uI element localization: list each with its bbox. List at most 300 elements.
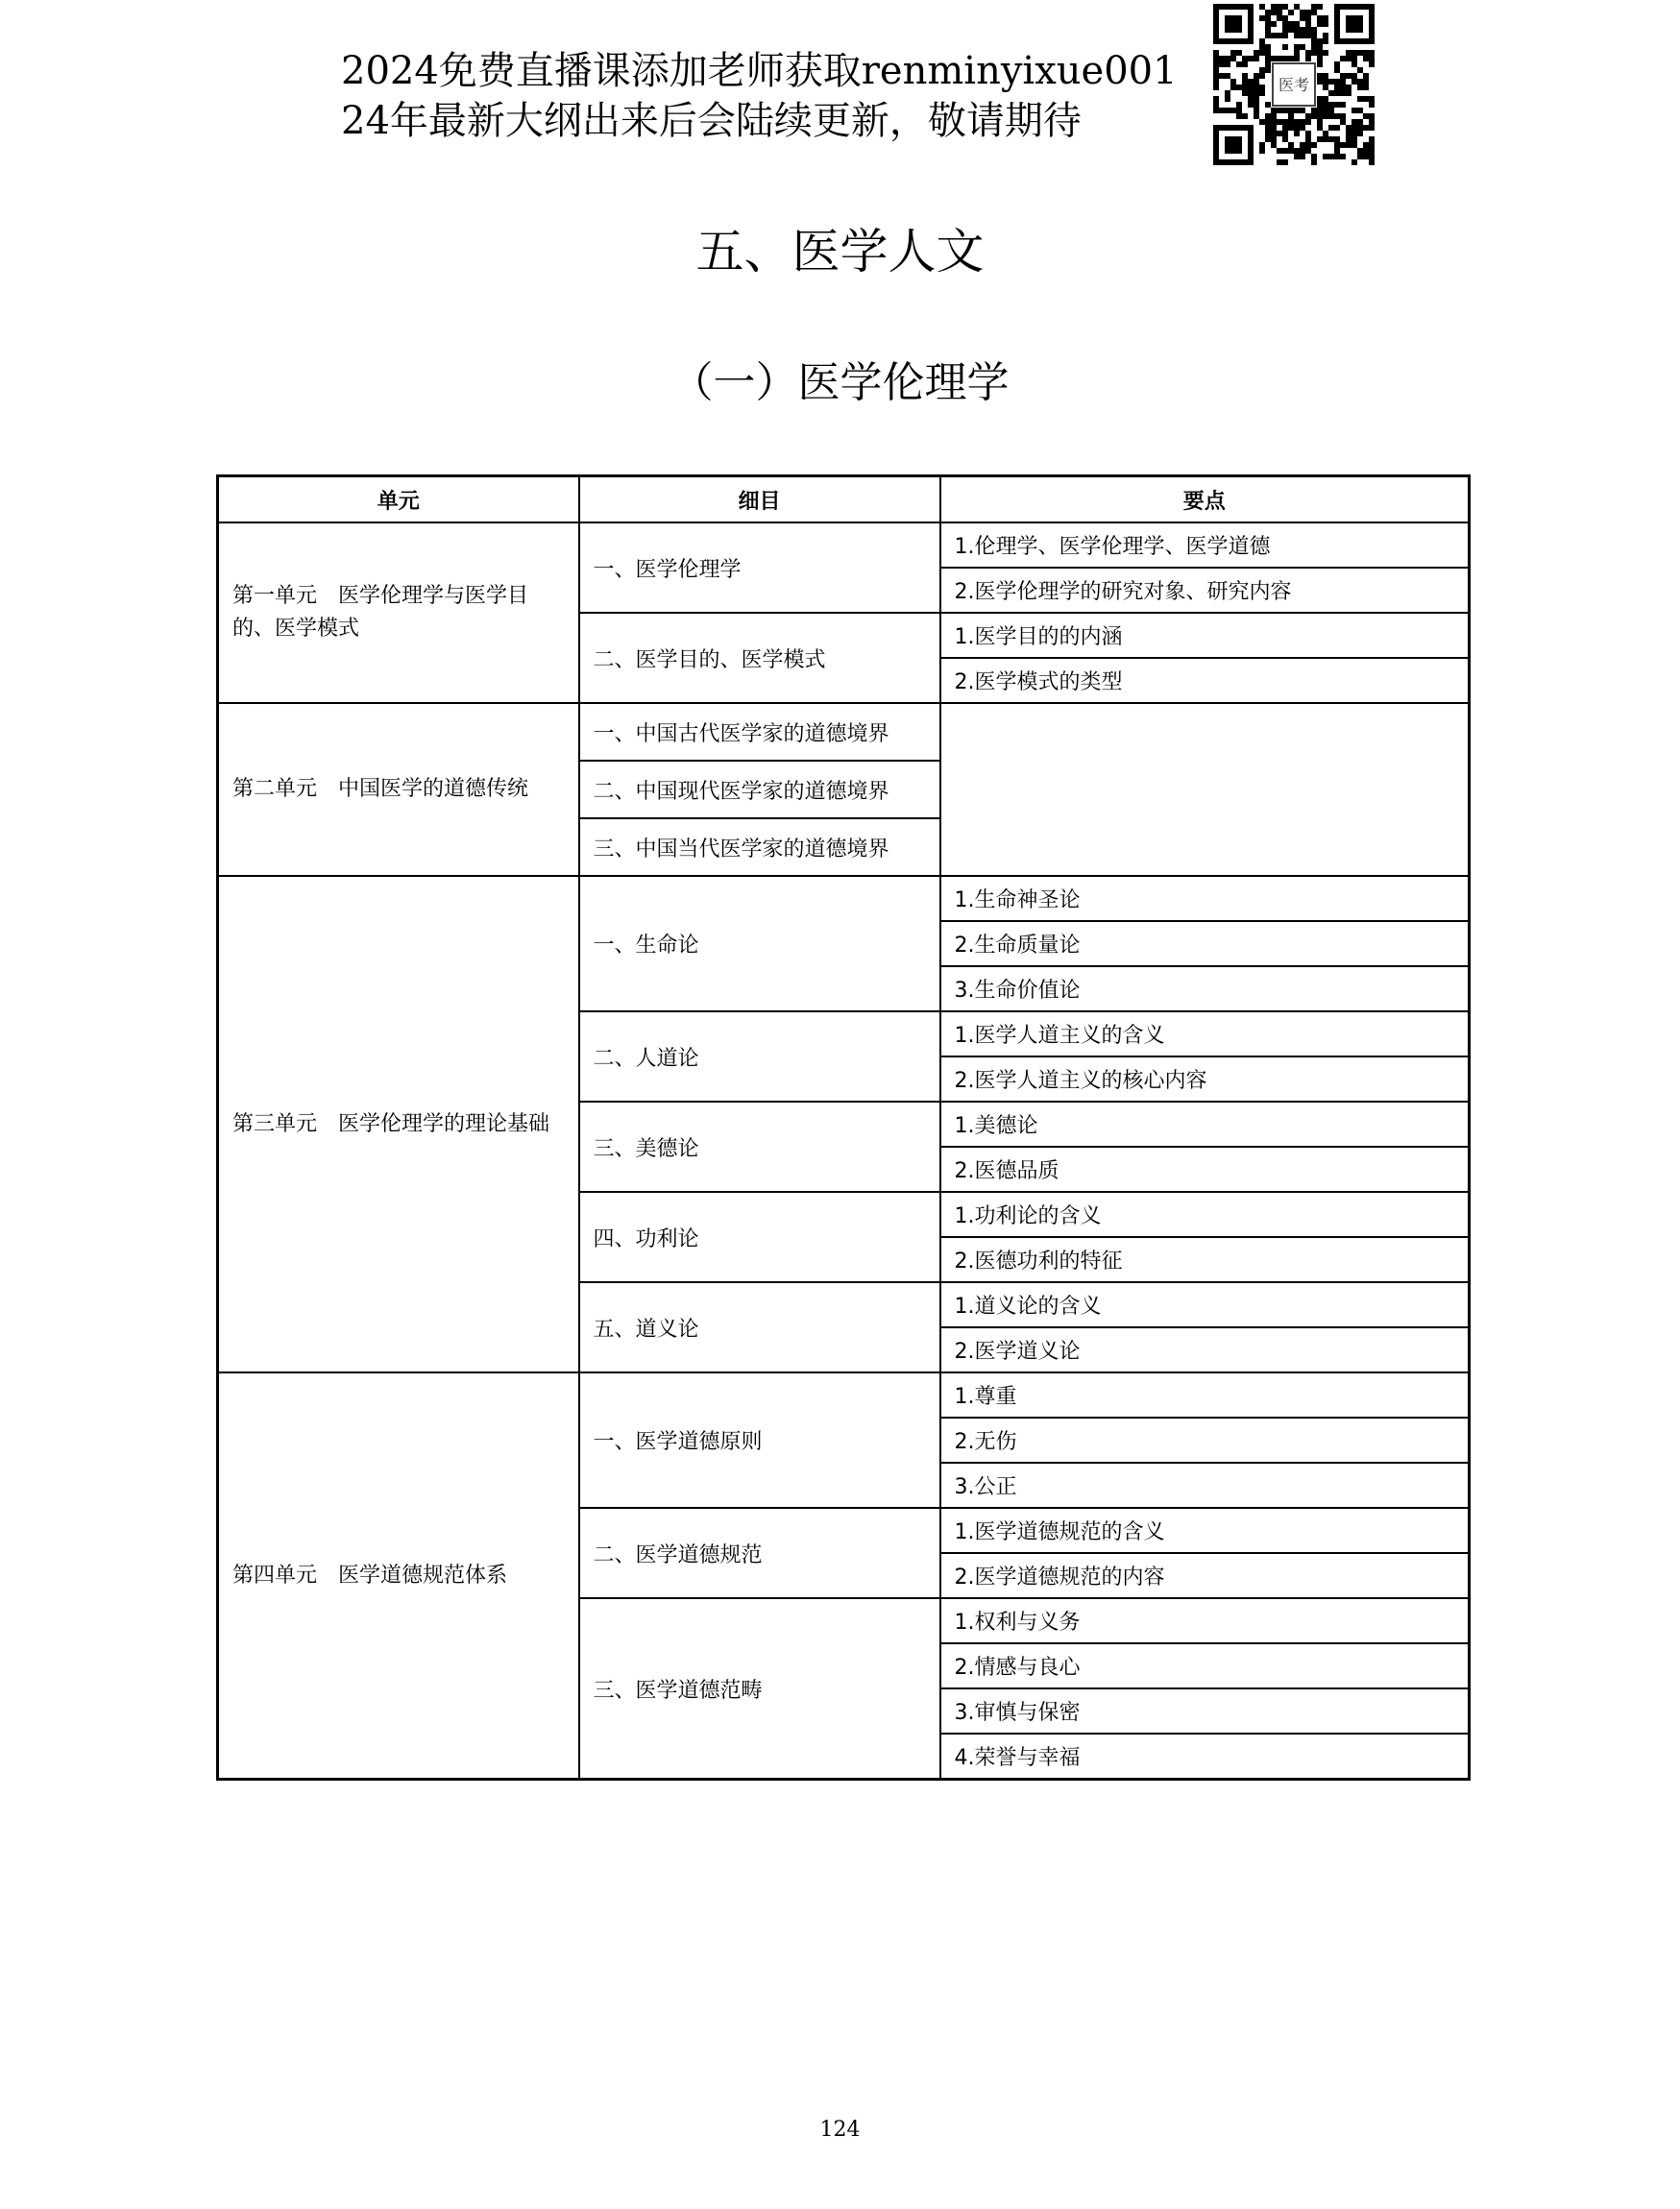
qr-module [1277, 159, 1282, 165]
qr-module [1369, 159, 1375, 165]
qr-module [1300, 119, 1305, 125]
qr-module [1213, 61, 1219, 67]
qr-module [1236, 61, 1242, 67]
promo-line-1: 2024免费直播课添加老师获取renminyixue001 [341, 49, 1178, 93]
qr-module [1334, 79, 1340, 85]
point-cell: 2.医学人道主义的核心内容 [940, 1056, 1470, 1102]
item-cell: 五、道义论 [579, 1282, 940, 1372]
unit-cell: 第二单元 中国医学的道德传统 [218, 703, 579, 876]
qr-module [1294, 56, 1300, 61]
qr-module [1323, 33, 1328, 38]
qr-module [1357, 96, 1363, 102]
qr-module [1271, 119, 1277, 125]
qr-module [1271, 142, 1277, 148]
unit-cell: 第四单元 医学道德规范体系 [218, 1372, 579, 1780]
qr-module [1259, 50, 1265, 56]
qr-logo-text: 医考 [1278, 76, 1310, 94]
qr-module [1317, 96, 1323, 102]
qr-module [1271, 131, 1277, 136]
qr-module [1317, 108, 1323, 113]
qr-module [1334, 125, 1340, 131]
qr-module [1311, 159, 1317, 165]
qr-module [1248, 90, 1254, 96]
qr-module [1305, 10, 1311, 15]
qr-module [1271, 4, 1277, 10]
qr-module [1242, 85, 1248, 90]
qr-module [1277, 4, 1282, 10]
qr-module [1230, 108, 1236, 113]
point-cell: 2.无伤 [940, 1418, 1470, 1463]
qr-module [1317, 125, 1323, 131]
qr-module [1317, 61, 1323, 67]
qr-module [1288, 10, 1294, 15]
point-cell: 3.审慎与保密 [940, 1688, 1470, 1734]
qr-module [1305, 56, 1311, 61]
qr-module [1265, 136, 1271, 142]
qr-module [1259, 38, 1265, 44]
qr-module [1259, 148, 1265, 154]
qr-module [1305, 113, 1311, 119]
qr-module [1213, 56, 1219, 61]
item-cell: 三、美德论 [579, 1102, 940, 1192]
qr-module [1346, 131, 1351, 136]
qr-module [1265, 113, 1271, 119]
qr-module [1288, 142, 1294, 148]
qr-module [1271, 136, 1277, 142]
qr-module [1294, 125, 1300, 131]
qr-module [1265, 15, 1271, 21]
qr-module [1282, 56, 1288, 61]
qr-module [1271, 125, 1277, 131]
qr-module [1351, 61, 1357, 67]
qr-module [1242, 90, 1248, 96]
qr-module [1369, 61, 1375, 67]
unit-cell: 第三单元 医学伦理学的理论基础 [218, 876, 579, 1372]
qr-module [1254, 85, 1259, 90]
qr-module [1317, 56, 1323, 61]
item-cell: 一、医学伦理学 [579, 522, 940, 613]
qr-module [1340, 142, 1346, 148]
qr-module [1219, 73, 1225, 79]
qr-module [1265, 131, 1271, 136]
point-cell-empty [940, 703, 1470, 876]
qr-module [1369, 96, 1375, 102]
qr-module [1351, 159, 1357, 165]
item-cell: 二、中国现代医学家的道德境界 [579, 761, 940, 818]
qr-module [1259, 119, 1265, 125]
qr-module [1277, 108, 1282, 113]
item-cell: 三、中国当代医学家的道德境界 [579, 818, 940, 876]
qr-module [1340, 113, 1346, 119]
qr-module [1311, 113, 1317, 119]
qr-module [1363, 154, 1369, 159]
qr-module [1357, 79, 1363, 85]
table-header-row [218, 476, 1470, 523]
qr-module [1346, 73, 1351, 79]
point-cell: 2.情感与良心 [940, 1643, 1470, 1688]
qr-module [1288, 56, 1294, 61]
qr-module [1277, 119, 1282, 125]
qr-module [1277, 131, 1282, 136]
qr-module [1357, 131, 1363, 136]
qr-module [1351, 79, 1357, 85]
point-cell: 2.医德功利的特征 [940, 1237, 1470, 1282]
qr-module [1277, 33, 1282, 38]
promo-banner [341, 46, 1178, 146]
item-cell: 一、生命论 [579, 876, 940, 1011]
qr-module [1248, 96, 1254, 102]
qr-module [1294, 131, 1300, 136]
qr-module [1271, 33, 1277, 38]
qr-module [1254, 108, 1259, 113]
item-cell: 二、医学道德规范 [579, 1508, 940, 1598]
qr-module [1328, 90, 1334, 96]
qr-module [1254, 56, 1259, 61]
qr-module [1282, 148, 1288, 154]
qr-module [1357, 67, 1363, 73]
qr-module [1334, 136, 1340, 142]
qr-module [1340, 79, 1346, 85]
point-cell: 2.医学模式的类型 [940, 658, 1470, 703]
qr-module [1277, 15, 1282, 21]
unit-cell: 第一单元 医学伦理学与医学目的、医学模式 [218, 522, 579, 703]
qr-module [1340, 119, 1346, 125]
qr-module [1351, 50, 1357, 56]
qr-module [1363, 148, 1369, 154]
qr-module [1265, 21, 1271, 27]
qr-module [1300, 33, 1305, 38]
qr-module [1282, 159, 1288, 165]
qr-module [1254, 96, 1259, 102]
qr-module [1277, 148, 1282, 154]
qr-module [1351, 131, 1357, 136]
qr-module [1225, 96, 1230, 102]
qr-module [1323, 154, 1328, 159]
qr-code-icon [1213, 4, 1375, 165]
qr-module [1346, 90, 1351, 96]
qr-module [1254, 79, 1259, 85]
qr-module [1294, 21, 1300, 27]
point-cell: 4.荣誉与幸福 [940, 1734, 1470, 1780]
qr-module [1236, 102, 1242, 108]
qr-module [1300, 10, 1305, 15]
qr-module [1317, 113, 1323, 119]
qr-module [1363, 142, 1369, 148]
section-subtitle: （一）医学伦理学 [670, 358, 1010, 407]
point-cell: 1.医学道德规范的含义 [940, 1508, 1470, 1553]
qr-module [1300, 108, 1305, 113]
qr-module [1323, 96, 1328, 102]
qr-module [1213, 85, 1219, 90]
header-point: 要点 [940, 476, 1470, 523]
qr-module [1294, 154, 1300, 159]
qr-module [1300, 125, 1305, 131]
qr-module [1282, 21, 1288, 27]
qr-module [1248, 85, 1254, 90]
qr-module [1230, 50, 1236, 56]
qr-module [1311, 4, 1317, 10]
qr-module [1248, 102, 1254, 108]
qr-module [1346, 136, 1351, 142]
qr-module [1305, 27, 1311, 33]
qr-module [1259, 90, 1265, 96]
point-cell: 2.医学道义论 [940, 1327, 1470, 1372]
qr-module [1305, 119, 1311, 125]
qr-module [1282, 44, 1288, 50]
qr-module [1357, 154, 1363, 159]
qr-module [1294, 4, 1300, 10]
qr-module [1236, 85, 1242, 90]
qr-module [1311, 50, 1317, 56]
qr-module [1357, 85, 1363, 90]
qr-module [1369, 148, 1375, 154]
qr-module [1242, 73, 1248, 79]
qr-module [1288, 148, 1294, 154]
qr-module [1254, 113, 1259, 119]
qr-module [1334, 61, 1340, 67]
qr-module [1265, 67, 1271, 73]
qr-module [1282, 4, 1288, 10]
qr-module [1363, 125, 1369, 131]
qr-module [1259, 142, 1265, 148]
qr-module [1265, 50, 1271, 56]
qr-module [1363, 56, 1369, 61]
qr-module [1230, 79, 1236, 85]
qr-module [1242, 79, 1248, 85]
qr-module [1294, 148, 1300, 154]
qr-module [1311, 38, 1317, 44]
qr-module [1225, 73, 1230, 79]
qr-module [1346, 85, 1351, 90]
qr-module [1334, 142, 1340, 148]
qr-module [1265, 125, 1271, 131]
qr-module [1317, 38, 1323, 44]
qr-module [1225, 108, 1230, 113]
qr-module [1242, 113, 1248, 119]
qr-module [1328, 102, 1334, 108]
qr-module [1213, 50, 1219, 56]
qr-module [1334, 67, 1340, 73]
qr-module [1254, 50, 1259, 56]
qr-module [1282, 125, 1288, 131]
table-row [218, 703, 1470, 761]
qr-module [1311, 44, 1317, 50]
qr-module [1282, 119, 1288, 125]
qr-module [1317, 102, 1323, 108]
qr-module [1311, 10, 1317, 15]
qr-module [1369, 102, 1375, 108]
qr-module [1328, 125, 1334, 131]
promo-line-2: 24年最新大纲出来后会陆续更新，敬请期待 [341, 99, 1082, 143]
qr-module [1288, 21, 1294, 27]
qr-module [1271, 113, 1277, 119]
qr-module [1357, 119, 1363, 125]
point-cell: 1.伦理学、医学伦理学、医学道德 [940, 522, 1470, 568]
qr-module [1230, 56, 1236, 61]
qr-module [1305, 131, 1311, 136]
qr-module [1219, 108, 1225, 113]
qr-module [1288, 27, 1294, 33]
qr-module [1323, 73, 1328, 79]
qr-module [1317, 44, 1323, 50]
qr-module [1225, 90, 1230, 96]
qr-module [1311, 154, 1317, 159]
table-row [218, 522, 1470, 568]
qr-module [1259, 15, 1265, 21]
qr-module [1271, 108, 1277, 113]
qr-module [1288, 113, 1294, 119]
qr-module [1259, 85, 1265, 90]
qr-module [1363, 79, 1369, 85]
qr-module [1357, 125, 1363, 131]
qr-module [1369, 113, 1375, 119]
qr-module [1323, 38, 1328, 44]
point-cell: 1.道义论的含义 [940, 1282, 1470, 1327]
point-cell: 1.生命神圣论 [940, 876, 1470, 921]
point-cell: 1.功利论的含义 [940, 1192, 1470, 1237]
qr-module [1334, 90, 1340, 96]
qr-module [1265, 119, 1271, 125]
qr-module [1265, 10, 1271, 15]
qr-module [1311, 27, 1317, 33]
qr-module [1288, 119, 1294, 125]
point-cell: 2.医德品质 [940, 1147, 1470, 1192]
qr-module [1317, 119, 1323, 125]
qr-module [1317, 79, 1323, 85]
qr-module [1351, 119, 1357, 125]
qr-module [1288, 108, 1294, 113]
qr-module [1317, 15, 1323, 21]
qr-module [1369, 56, 1375, 61]
qr-module [1288, 125, 1294, 131]
qr-module [1346, 142, 1351, 148]
qr-module [1305, 21, 1311, 27]
qr-module [1254, 102, 1259, 108]
qr-module [1219, 61, 1225, 67]
qr-module [1213, 96, 1219, 102]
qr-module [1259, 4, 1265, 10]
qr-module [1369, 125, 1375, 131]
qr-module [1225, 56, 1230, 61]
item-cell: 二、医学目的、医学模式 [579, 613, 940, 703]
header-unit: 单元 [218, 476, 579, 523]
qr-module [1363, 50, 1369, 56]
qr-module [1294, 33, 1300, 38]
qr-module [1265, 61, 1271, 67]
syllabus-table [216, 474, 1471, 1781]
qr-module [1323, 113, 1328, 119]
point-cell: 1.美德论 [940, 1102, 1470, 1147]
table-row [218, 1372, 1470, 1418]
qr-module [1305, 33, 1311, 38]
qr-module [1259, 73, 1265, 79]
qr-module [1340, 102, 1346, 108]
qr-module [1282, 108, 1288, 113]
item-cell: 一、医学道德原则 [579, 1372, 940, 1508]
qr-module [1317, 136, 1323, 142]
qr-module [1328, 79, 1334, 85]
qr-module [1213, 67, 1219, 73]
qr-module [1282, 131, 1288, 136]
qr-module [1213, 73, 1219, 79]
qr-module [1334, 148, 1340, 154]
qr-module [1334, 154, 1340, 159]
qr-module [1248, 79, 1254, 85]
qr-module [1242, 61, 1248, 67]
qr-module [1259, 67, 1265, 73]
qr-module [1328, 136, 1334, 142]
qr-module [1282, 27, 1288, 33]
qr-module [1265, 44, 1271, 50]
qr-module [1346, 56, 1351, 61]
qr-module [1225, 61, 1230, 67]
qr-module [1351, 125, 1357, 131]
point-cell: 1.尊重 [940, 1372, 1470, 1418]
qr-module [1265, 27, 1271, 33]
qr-module [1323, 102, 1328, 108]
qr-module [1328, 154, 1334, 159]
qr-module [1277, 10, 1282, 15]
qr-module [1294, 119, 1300, 125]
item-cell: 三、医学道德范畴 [579, 1598, 940, 1780]
point-cell: 3.生命价值论 [940, 966, 1470, 1011]
item-cell: 二、人道论 [579, 1011, 940, 1102]
page-number: 124 [819, 2118, 861, 2142]
qr-module [1369, 142, 1375, 148]
qr-module [1311, 33, 1317, 38]
qr-module [1265, 33, 1271, 38]
point-cell: 2.医学伦理学的研究对象、研究内容 [940, 568, 1470, 613]
qr-module [1323, 79, 1328, 85]
qr-module [1305, 136, 1311, 142]
qr-module [1213, 108, 1219, 113]
qr-module [1317, 21, 1323, 27]
point-cell: 1.医学目的的内涵 [940, 613, 1470, 658]
qr-module [1328, 108, 1334, 113]
qr-module [1323, 136, 1328, 142]
qr-module [1323, 108, 1328, 113]
qr-module [1213, 79, 1219, 85]
point-cell: 2.生命质量论 [940, 921, 1470, 966]
qr-module [1248, 56, 1254, 61]
qr-module [1305, 15, 1311, 21]
qr-module [1340, 56, 1346, 61]
qr-module [1300, 15, 1305, 21]
qr-module [1351, 73, 1357, 79]
qr-module [1305, 50, 1311, 56]
qr-module [1282, 15, 1288, 21]
qr-module [1351, 142, 1357, 148]
qr-module [1271, 56, 1277, 61]
qr-module [1328, 113, 1334, 119]
qr-module [1363, 85, 1369, 90]
qr-module [1294, 44, 1300, 50]
point-cell: 3.公正 [940, 1463, 1470, 1508]
qr-module [1294, 27, 1300, 33]
qr-module [1323, 15, 1328, 21]
qr-module [1277, 56, 1282, 61]
qr-module [1334, 113, 1340, 119]
qr-module [1254, 73, 1259, 79]
qr-module [1340, 85, 1346, 90]
qr-module [1254, 90, 1259, 96]
qr-module [1300, 148, 1305, 154]
qr-module [1357, 148, 1363, 154]
qr-module [1259, 44, 1265, 50]
qr-module [1242, 56, 1248, 61]
header-item: 细目 [579, 476, 940, 523]
qr-module [1323, 131, 1328, 136]
